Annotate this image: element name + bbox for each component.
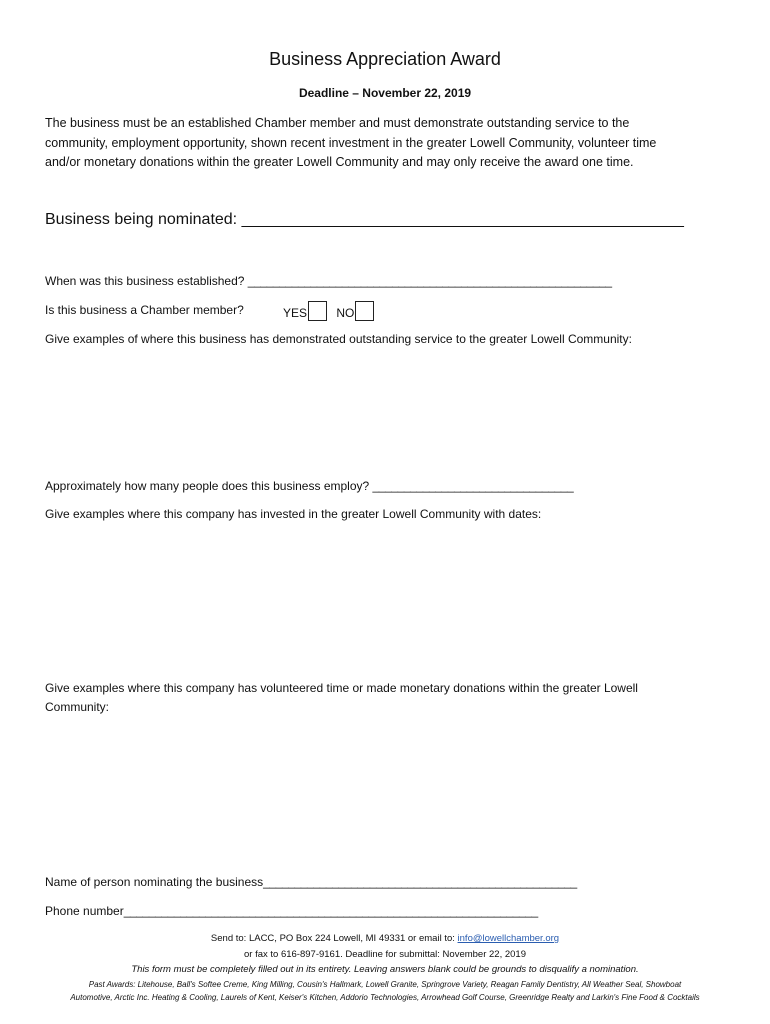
established-field[interactable]: __________________________________________________________ (247, 274, 612, 288)
nominator-label: Name of person nominating the business (45, 875, 264, 889)
volunteer-answer-area[interactable] (45, 720, 725, 865)
intro-line: and/or monetary donations within the greater Lowell Community and may only receive the award one time. (45, 155, 634, 169)
no-checkbox[interactable] (355, 301, 374, 321)
yes-label: YES (283, 306, 308, 320)
established-label: When was this business established? (45, 274, 245, 288)
employees-field[interactable]: ________________________________ (372, 479, 574, 493)
nominated-business-field[interactable]: ____________________________________________________ (241, 211, 684, 228)
footer-send-to (0, 933, 770, 944)
email-link[interactable]: info@lowellchamber.org (457, 933, 560, 944)
intro-line: community, employment opportunity, shown recent investment in the greater Lowell Community, volunteer time (45, 135, 657, 150)
phone-field[interactable]: __________________________________________________________________ (123, 904, 538, 918)
nominated-business-row (45, 211, 684, 229)
chamber-member-label: Is this business a Chamber member? (45, 303, 244, 317)
volunteer-prompt-line-2: Community: (45, 700, 110, 714)
employees-label: Approximately how many people does this business employ? (45, 479, 370, 493)
phone-row (45, 904, 538, 918)
yes-checkbox[interactable] (308, 301, 327, 321)
nominator-row (45, 875, 577, 889)
past-awards-line-1: Past Awards: Litehouse, Ball's Softee Creme, King Milling, Cousin's Hallmark, Lowell Granite, Springrove Variety, Reagan Family Dentistry, All Weather Seal, Showboat (88, 980, 682, 989)
established-row (45, 274, 612, 288)
footer-fax-line: or fax to 616-897-9161. Deadline for submittal: November 22, 2019 (244, 949, 526, 960)
service-prompt: Give examples of where this business has demonstrated outstanding service to the greater Lowell Community: (45, 332, 632, 346)
employees-row (45, 479, 573, 493)
no-label: NO (336, 306, 355, 320)
service-answer-area[interactable] (45, 352, 725, 470)
intro-paragraph (45, 114, 735, 173)
nominator-field[interactable]: __________________________________________________ (263, 875, 577, 889)
form-title: Business Appreciation Award (269, 49, 501, 69)
phone-label: Phone number (45, 904, 124, 918)
deadline-text: Deadline – November 22, 2019 (298, 86, 472, 100)
chamber-member-options (283, 301, 374, 321)
invested-answer-area[interactable] (45, 528, 725, 673)
nominated-business-label: Business being nominated: (45, 211, 238, 228)
volunteer-prompt-line-1: Give examples where this company has volunteered time or made monetary donations within the greater Lowell (45, 681, 638, 695)
past-awards-line-2: Automotive, Arctic Inc. Heating & Cooling, Laurels of Kent, Keiser's Kitchen, Addorio Technologies, Arrowhead Golf Course, Greenridge Realty and Larkin's Fine Food & Cocktails (70, 993, 700, 1002)
intro-line: The business must be an established Chamber member and must demonstrate outstanding service to the (45, 116, 630, 130)
invested-prompt: Give examples where this company has invested in the greater Lowell Community with dates: (45, 507, 542, 521)
send-to-text: Send to: LACC, PO Box 224 Lowell, MI 49331 or email to: (210, 933, 455, 944)
footer-warning: This form must be completely filled out in its entirety. Leaving answers blank could be grounds to disqualify a nomination. (131, 964, 639, 975)
